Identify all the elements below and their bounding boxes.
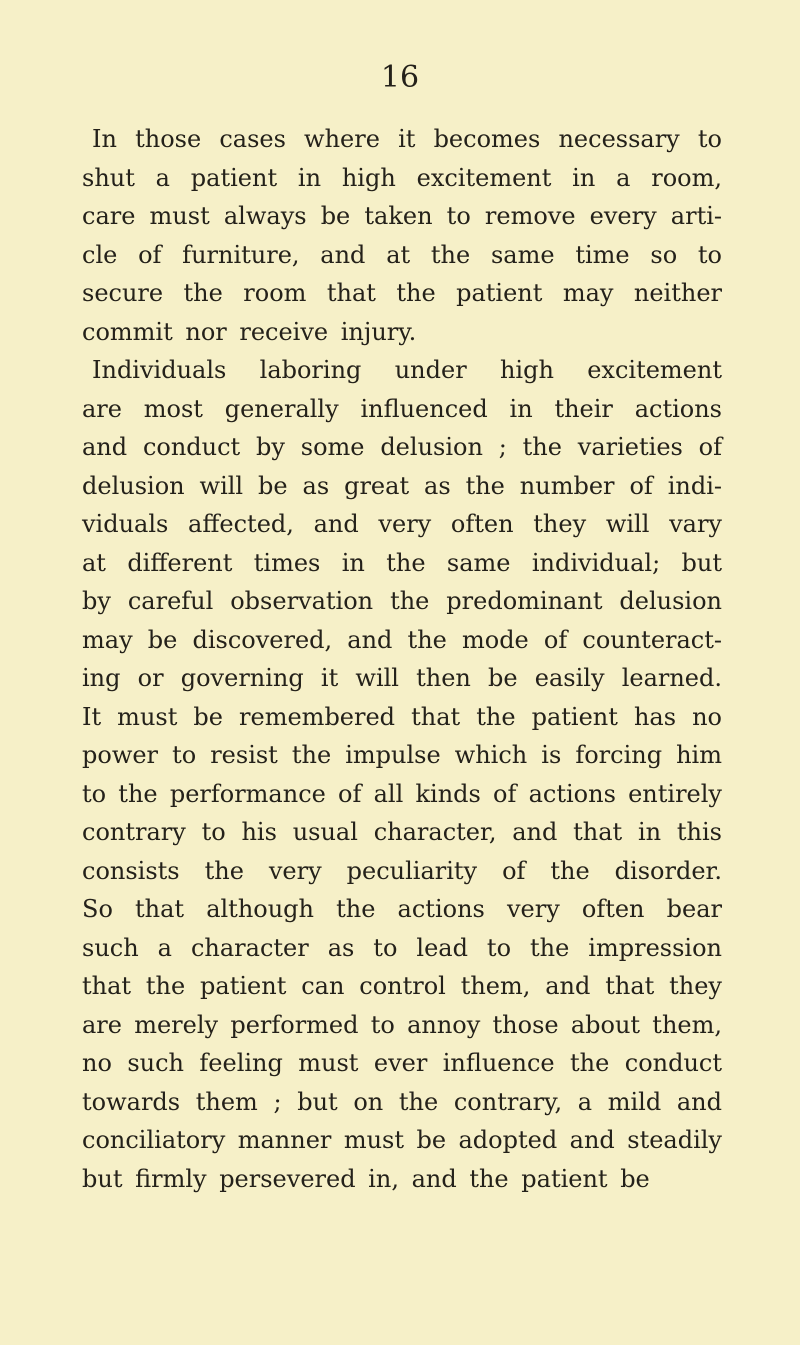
text-line: towards them ; but on the contrary, a mild and xyxy=(82,1087,722,1116)
text-line: no such feeling must ever influence the conduct xyxy=(82,1049,722,1077)
text-line: are merely performed to annoy those about them, xyxy=(82,1010,722,1039)
text-line: shut a patient in high excitement in a room, xyxy=(82,163,722,192)
text-line: at different times in the same individual; but xyxy=(82,548,722,577)
text-line: consists the very peculiarity of the disorder. xyxy=(82,856,722,885)
body-text xyxy=(82,120,722,1198)
text-line: So that although the actions very often bear xyxy=(82,895,722,923)
page-number: 16 xyxy=(380,60,420,95)
text-line: and conduct by some delusion ; the varieties of xyxy=(82,433,722,461)
text-line: conciliatory manner must be adopted and steadily xyxy=(82,1126,722,1154)
text-line: ing or governing it will then be easily learned. xyxy=(82,664,722,692)
text-line: to the performance of all kinds of actions entirely xyxy=(82,779,722,808)
text-line: that the patient can control them, and that they xyxy=(82,972,722,1000)
text-line: Individuals laboring under high excitement xyxy=(92,356,722,384)
text-line: care must always be taken to remove every arti- xyxy=(82,202,722,230)
text-line: It must be remembered that the patient has no xyxy=(82,702,722,731)
text-line: by careful observation the predominant delusion xyxy=(82,587,722,615)
text-line: viduals affected, and very often they will vary xyxy=(82,510,722,538)
text-line: delusion will be as great as the number of indi- xyxy=(82,471,722,500)
text-line: secure the room that the patient may neither xyxy=(82,279,722,307)
text-line: may be discovered, and the mode of counteract- xyxy=(82,625,722,654)
text-line: are most generally influenced in their actions xyxy=(82,394,722,423)
text-line: commit nor receive injury. xyxy=(82,317,417,346)
text-line: cle of furniture, and at the same time so to xyxy=(82,240,722,269)
text-line: such a character as to lead to the impression xyxy=(82,933,722,962)
text-line: In those cases where it becomes necessary to xyxy=(92,125,722,153)
text-line: contrary to his usual character, and that in this xyxy=(82,818,722,846)
text-line: power to resist the impulse which is forcing him xyxy=(82,741,722,769)
text-line: but firmly persevered in, and the patient be xyxy=(82,1164,650,1193)
